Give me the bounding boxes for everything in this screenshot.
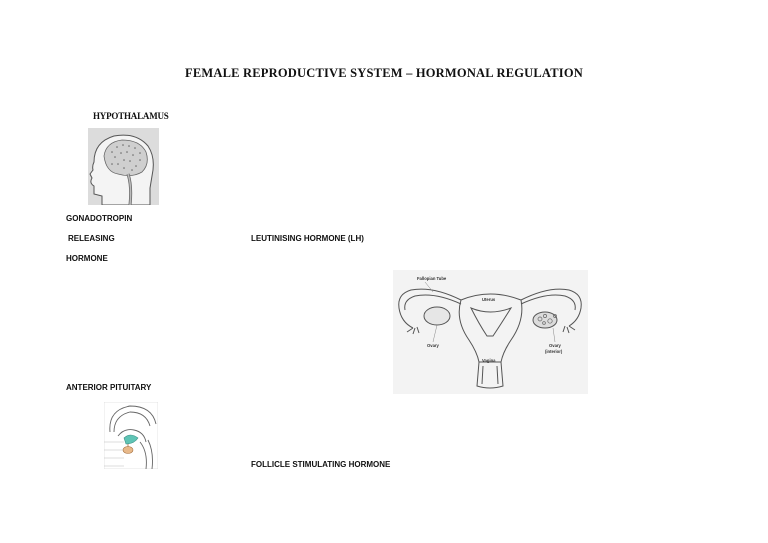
anterior-pituitary-label: ANTERIOR PITUITARY (66, 383, 152, 392)
vagina-label: Vagina (482, 358, 496, 363)
page-title: FEMALE REPRODUCTIVE SYSTEM – HORMONAL REGULATION (185, 66, 583, 80)
ovary-interior-sub-label: (interior) (545, 349, 563, 354)
ovary-label: Ovary (427, 343, 439, 348)
ovary-interior-label: Ovary (549, 343, 561, 348)
hypothalamus-head-image (88, 128, 159, 205)
uterus-diagram-image (393, 270, 588, 394)
gnrh-line-2: RELEASING (68, 234, 115, 243)
fallopian-tube-label: Fallopian Tube (417, 276, 447, 281)
uterus-label: Uterus (482, 297, 496, 302)
gnrh-line-3: HORMONE (66, 254, 108, 263)
lh-label: LEUTINISING HORMONE (LH) (251, 234, 364, 243)
hypothalamus-label: HYPOTHALAMUS (93, 111, 169, 121)
pituitary-image (104, 402, 158, 469)
gnrh-line-1: GONADOTROPIN (66, 214, 133, 223)
fsh-label: FOLLICLE STIMULATING HORMONE (251, 460, 391, 469)
